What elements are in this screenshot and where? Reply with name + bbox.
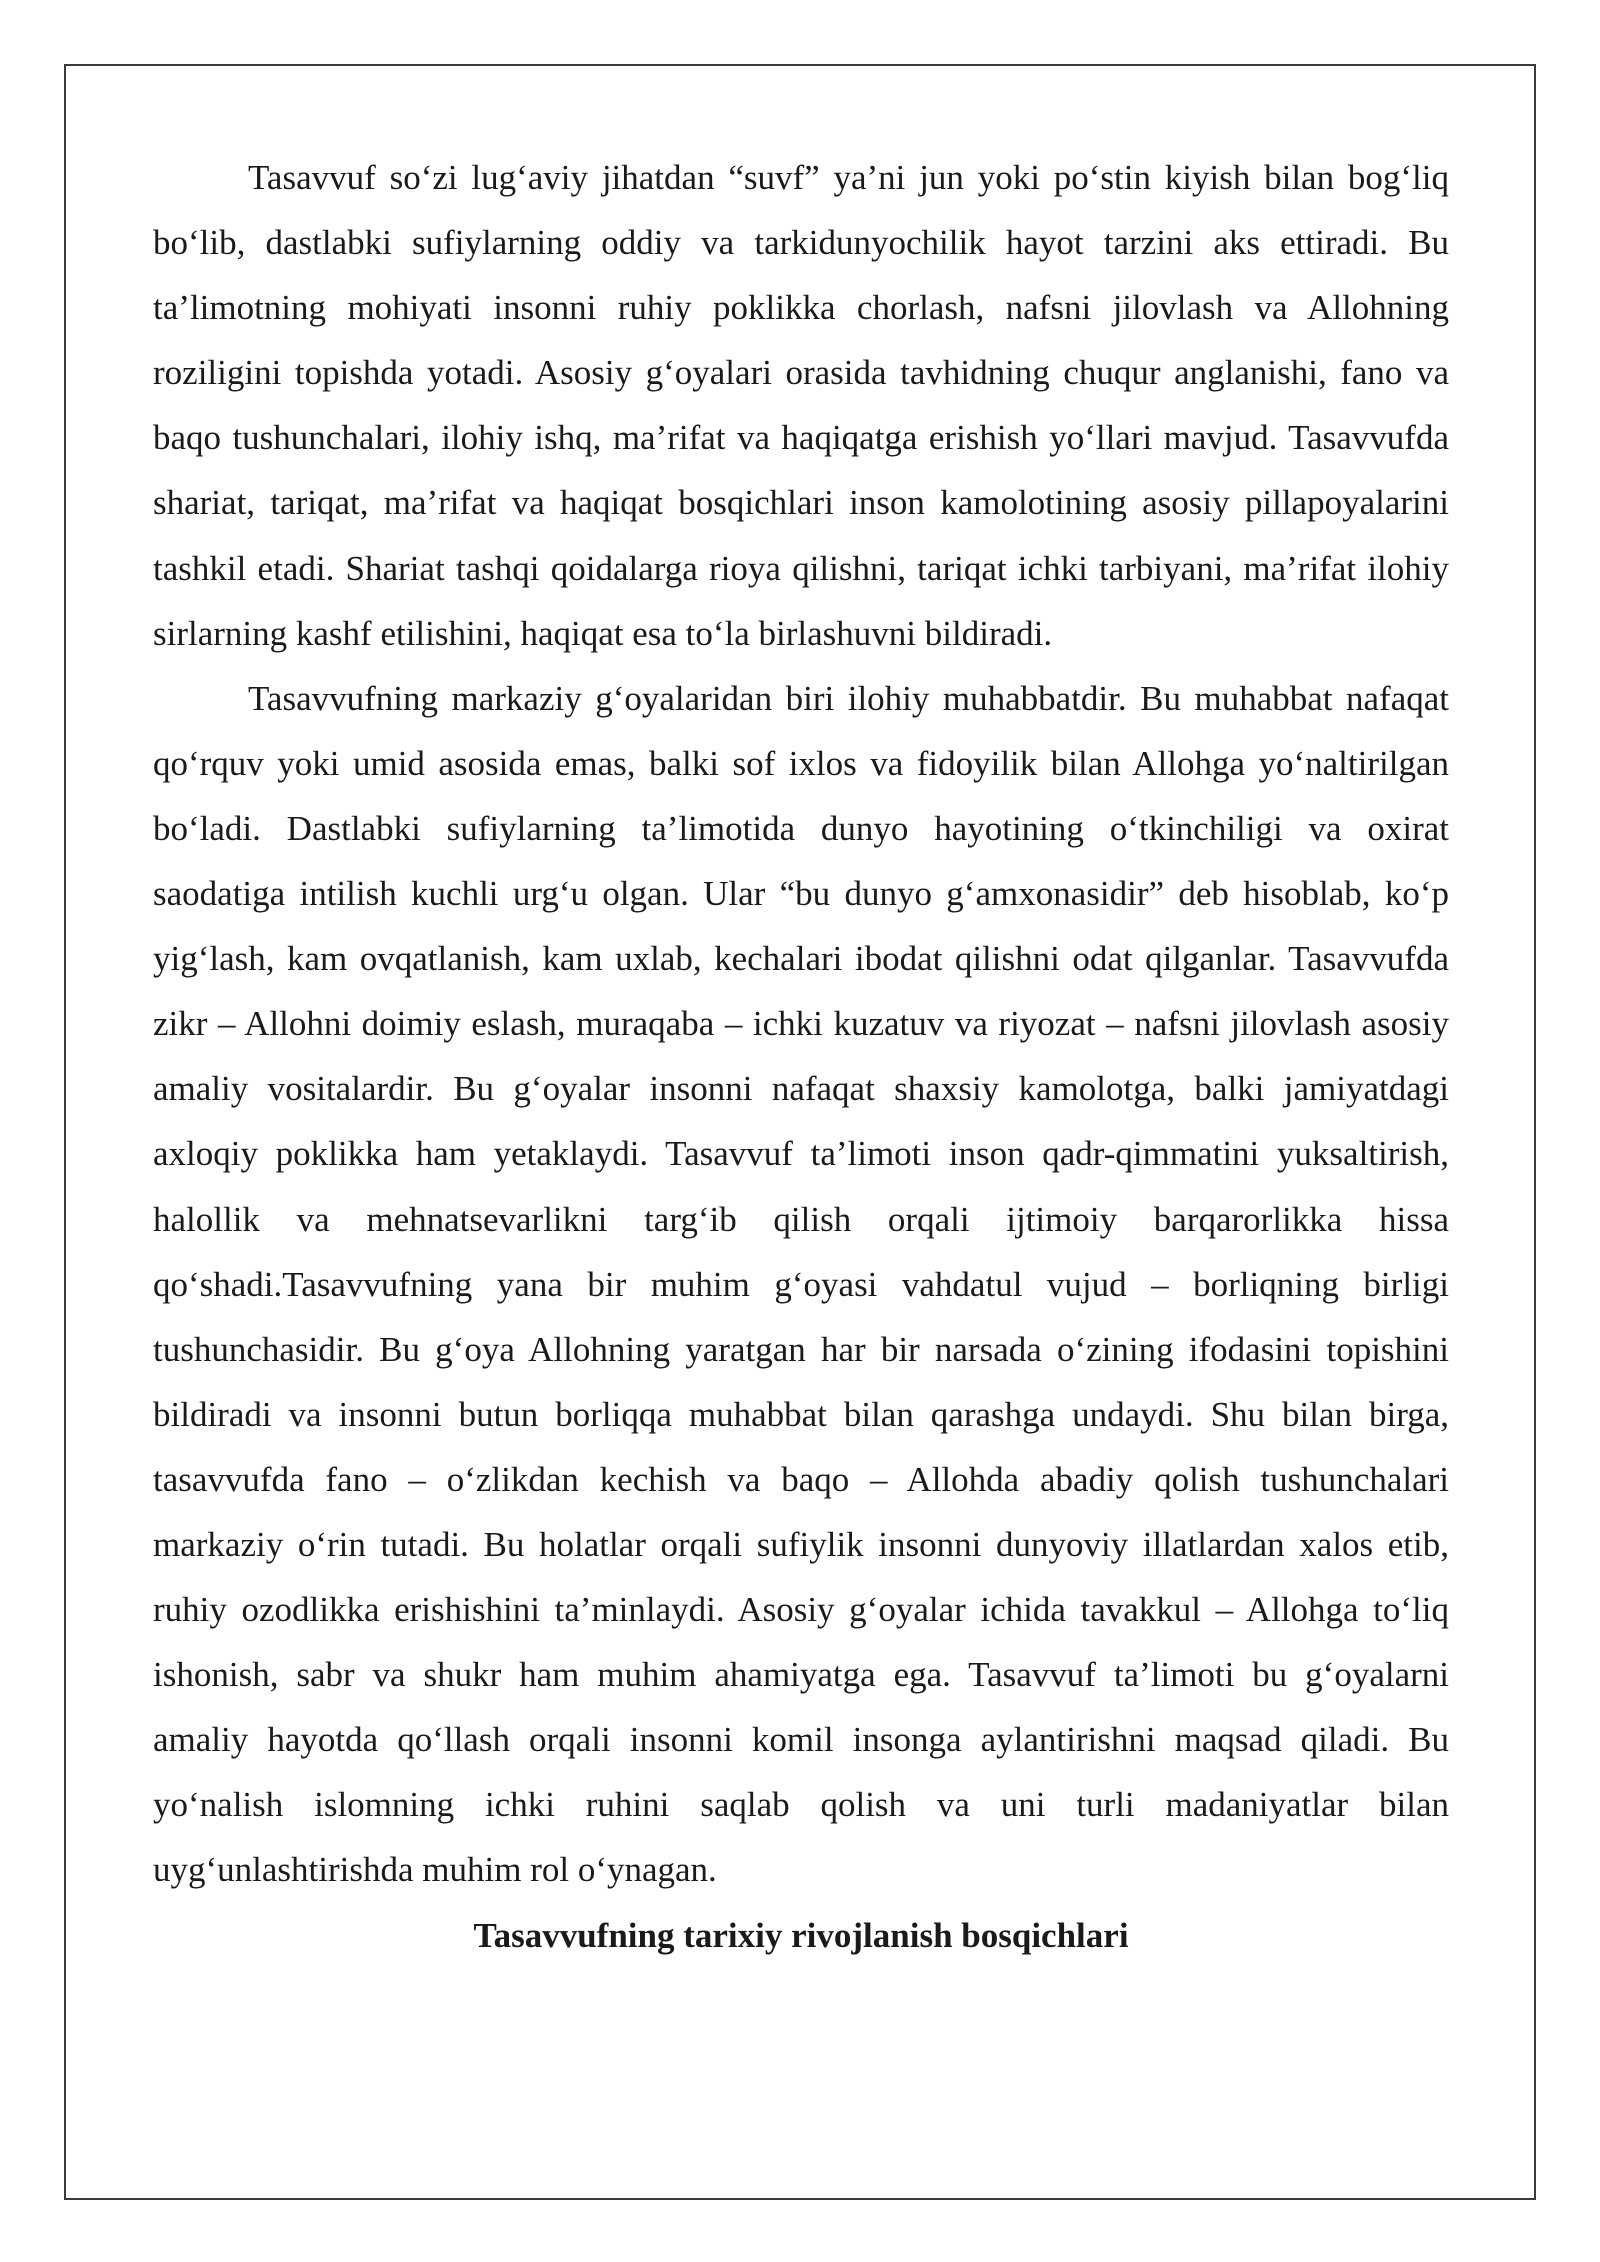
paragraph-main-ideas: Tasavvufning markaziy g‘oyalaridan biri ilohiy muhabbatdir. Bu muhabbat nafaqat qo‘rquv yoki umid asosida emas, balki sof ixlos va fidoyilik bilan Allohga yo‘naltirilgan bo‘ladi. Dastlabki sufiylarning ta’limotida dunyo hayotining o‘tkinchiligi va oxirat saodatiga intilish kuchli urg‘u olgan. Ular “bu dunyo g‘amxonasidir” deb hisoblab, ko‘p yig‘lash, kam ovqatlanish, kam uxlab, kechalari ibodat qilishni odat qilganlar. Tasavvufda zikr – Allohni doimiy eslash, muraqaba – ichki kuzatuv va riyozat – nafsni jilovlash asosiy amaliy vositalardir. Bu g‘oyalar insonni nafaqat shaxsiy kamolotga, balki jamiyatdagi axloqiy poklikka ham yetaklaydi. Tasavvuf ta’limoti inson qadr-qimmatini yuksaltirish, halollik va mehnatsevarlikni targ‘ib qilish orqali ijtimoiy barqarorlikka hissa qo‘shadi.Tasavvufning yana bir muhim g‘oyasi vahdatul vujud – borliqning birligi tushunchasidir. Bu g‘oya Allohning yaratgan har bir narsada o‘zining ifodasini topishini bildiradi va insonni butun borliqqa muhabbat bilan qarashga undaydi. Shu bilan birga, tasavvufda fano – o‘zlikdan kechish va baqo – Allohda abadiy qolish tushunchalari markaziy o‘rin tutadi. Bu holatlar orqali sufiylik insonni dunyoviy illatlardan xalos etib, ruhiy ozodlikka erishishini ta’minlaydi. Asosiy g‘oyalar ichida tavakkul – Allohga to‘liq ishonish, sabr va shukr ham muhim ahamiyatga ega. Tasavvuf ta’limoti bu g‘oyalarni amaliy hayotda qo‘llash orqali insonni komil insonga aylantirishni maqsad qiladi. Bu yo‘nalish islomning ichki ruhini saqlab qolish va uni turli madaniyatlar bilan uyg‘unlashtirishda muhim rol o‘ynagan. [153,678,1449,1890]
section-heading: Tasavvufning tarixiy rivojlanish bosqichlari [473,1915,1129,1955]
paragraph-intro: Tasavvuf so‘zi lug‘aviy jihatdan “suvf” ya’ni jun yoki po‘stin kiyish bilan bog‘liq bo‘lib, dastlabki sufiylarning oddiy va tarkidunyochilik hayot tarzini aks ettiradi. Bu ta’limotning mohiyati insonni ruhiy poklikka chorlash, nafsni jilovlash va Allohning roziligini topishda yotadi. Asosiy g‘oyalari orasida tavhidning chuqur anglanishi, fano va baqo tushunchalari, ilohiy ishq, ma’rifat va haqiqatga erishish yo‘llari mavjud. Tasavvufda shariat, tariqat, ma’rifat va haqiqat bosqichlari inson kamolotining asosiy pillapoyalarini tashkil etadi. Shariat tashqi qoidalarga rioya qilishni, tariqat ichki tarbiyani, ma’rifat ilohiy sirlarning kashf etilishini, haqiqat esa to‘la birlashuvni bildiradi. [153,158,1449,653]
document-body [153,145,1449,1968]
